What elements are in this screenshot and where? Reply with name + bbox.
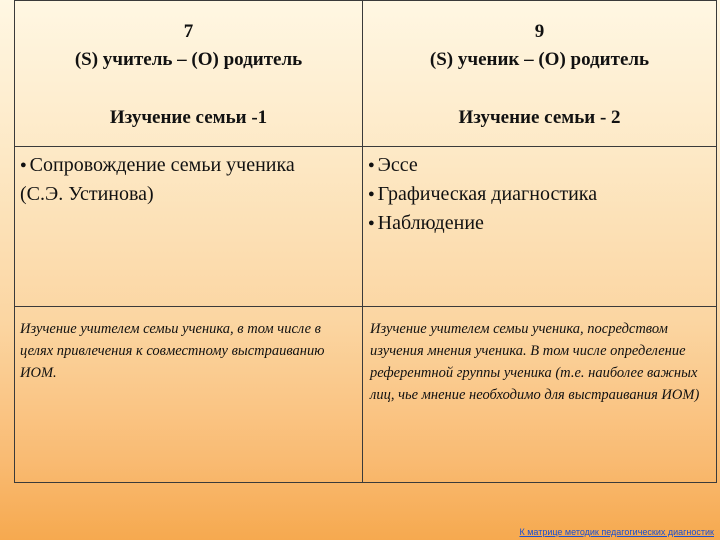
table-row-divider-1 [14, 146, 717, 147]
subheader-left: Изучение семьи -1 [109, 107, 268, 128]
header-left-number: 7 [183, 21, 194, 42]
methods-right-cell [368, 151, 716, 238]
header-right-relation: (S) ученик – (О) родитель [429, 49, 650, 70]
header-left-cell [15, 18, 362, 74]
header-left-relation: (S) учитель – (О) родитель [74, 49, 303, 70]
methods-right-item: ● Наблюдение [368, 212, 484, 234]
table-border-bottom [14, 482, 717, 483]
methods-left-cell [20, 151, 362, 209]
subheader-right: Изучение семьи - 2 [458, 107, 621, 128]
table-row-divider-2 [14, 306, 717, 307]
bullet-dot-icon: ● [20, 159, 27, 171]
methods-right-item: ● Графическая диагностика [368, 183, 598, 205]
methods-right-item: ● Эссе [368, 154, 418, 176]
methods-left-item: ● Сопровождение семьи ученика [20, 154, 295, 176]
header-right-number: 9 [534, 21, 545, 42]
bullet-dot-icon: ● [368, 217, 375, 229]
matrix-link[interactable]: К матрице методик педагогических диагностик [519, 527, 714, 537]
note-left: Изучение учителем семьи ученика, в том числе в целях привлечения к совместному выстраиванию ИОМ. [20, 321, 325, 381]
header-right-cell [363, 18, 716, 74]
table-border-right [716, 0, 717, 483]
bullet-dot-icon: ● [368, 188, 375, 200]
bullet-dot-icon: ● [368, 159, 375, 171]
methods-left-item: (С.Э. Устинова) [20, 183, 154, 205]
note-right: Изучение учителем семьи ученика, посредством изучения мнения ученика. В том числе определение референтной группы ученика (т.е. наиболее важных лиц, чье мнение необходимо для выстраивания ИОМ) [370, 321, 700, 403]
table-border-top [14, 0, 717, 1]
